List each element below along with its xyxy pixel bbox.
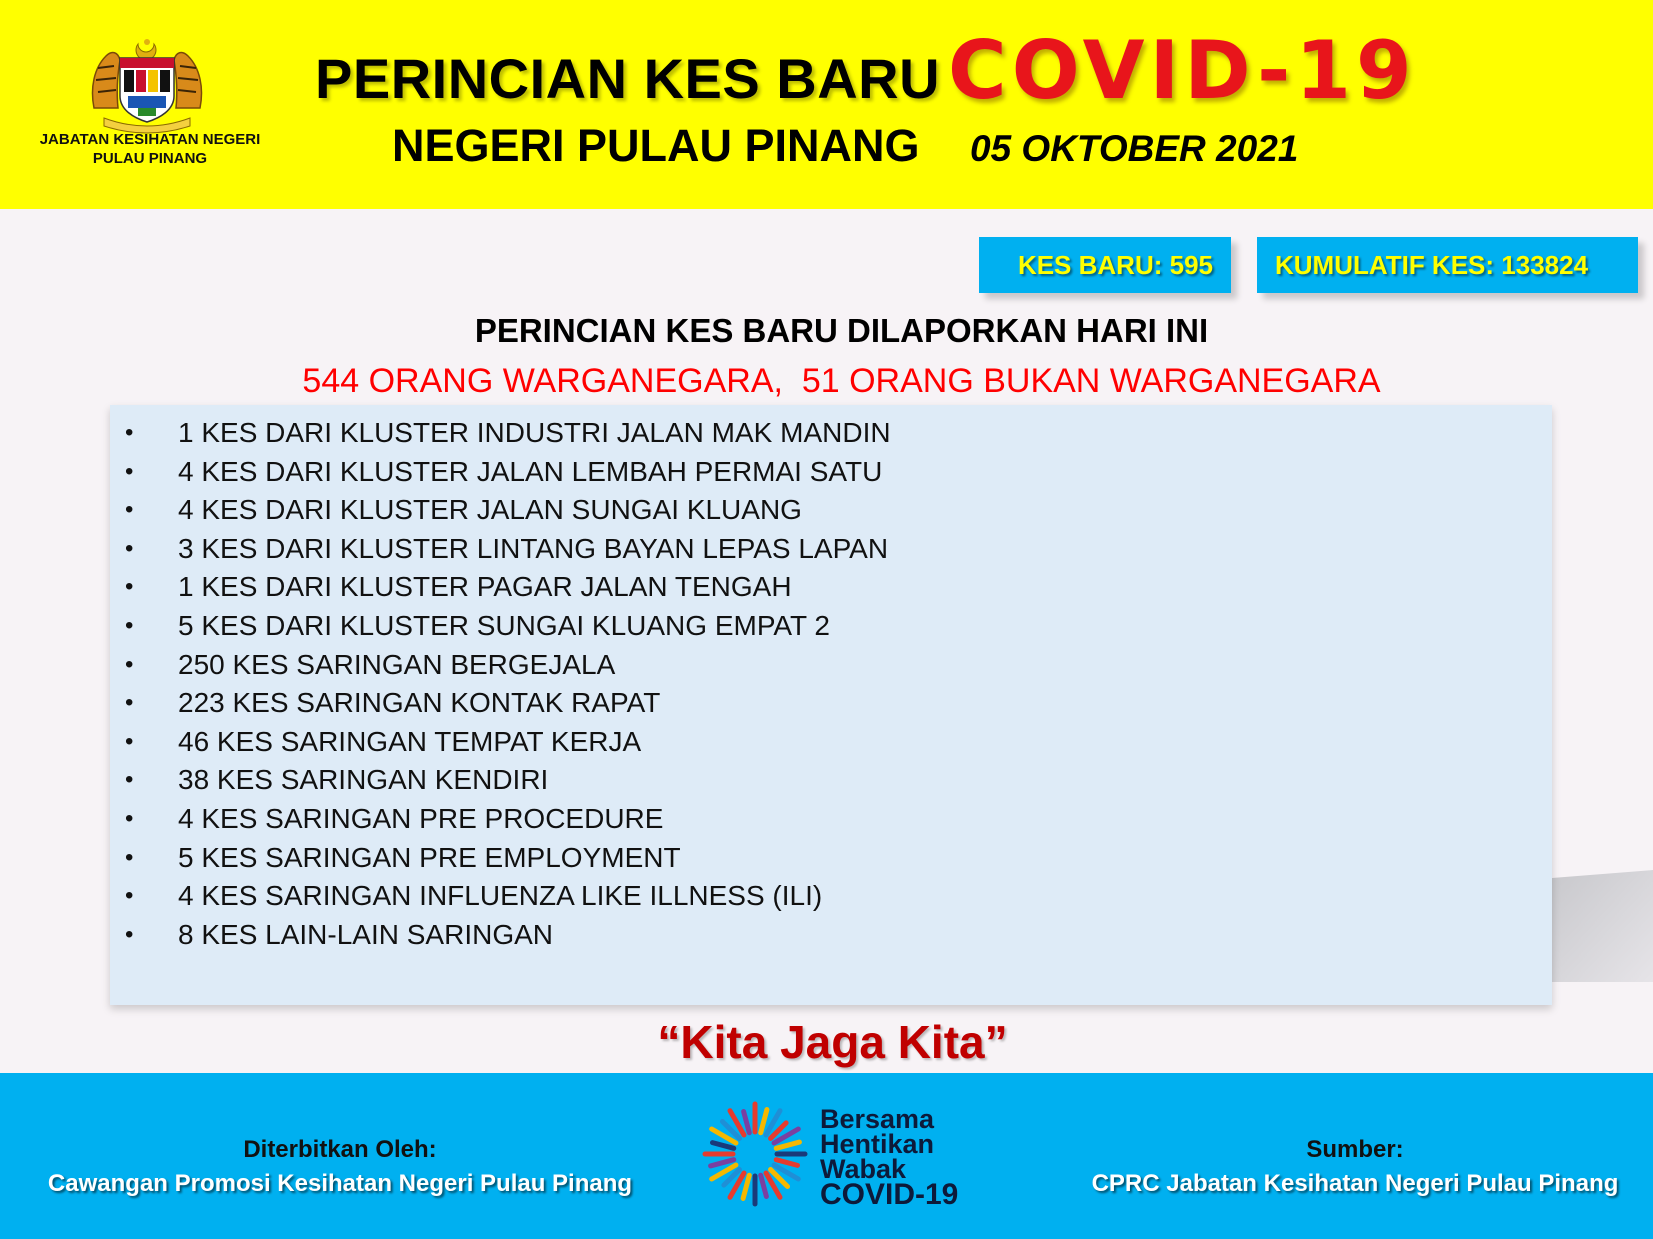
cumulative-cases-badge: KUMULATIF KES: 133824 [1257,237,1638,293]
list-item [110,839,1552,878]
case-text: 38 KES SARINGAN KENDIRI [178,764,549,796]
list-item [110,453,1552,492]
source-label: Sumber: [1306,1136,1404,1163]
list-item [110,800,1552,839]
list-item [110,491,1552,530]
sunburst-logo-icon [700,1099,810,1209]
bullet-icon: • [125,419,134,446]
list-item [110,684,1552,723]
case-list [110,405,1552,954]
panel-shadow [1552,870,1653,982]
case-text: 1 KES DARI KLUSTER PAGAR JALAN TENGAH [178,571,792,603]
slogan: “Kita Jaga Kita” [657,1016,1008,1068]
case-text: 4 KES SARINGAN PRE PROCEDURE [178,802,664,834]
campaign-logo-text [820,1104,959,1211]
case-list-panel [110,405,1552,1005]
case-text: 4 KES DARI KLUSTER JALAN LEMBAH PERMAI SATU [178,455,883,487]
new-cases-badge: KES BARU: 595 [979,237,1231,293]
list-item [110,414,1552,453]
bullet-icon: • [125,457,134,485]
list-item [110,877,1552,916]
report-date: 05 OKTOBER 2021 [970,128,1299,169]
campaign-line: Bersama [820,1104,935,1134]
state-title: NEGERI PULAU PINANG [392,120,920,171]
case-text: 5 KES DARI KLUSTER SUNGAI KLUANG EMPAT 2 [178,609,830,641]
publisher-block [40,1133,640,1201]
list-item [110,761,1552,800]
campaign-line: Hentikan [820,1129,935,1159]
case-text: 46 KES SARINGAN TEMPAT KERJA [178,725,642,757]
source-name: CPRC Jabatan Kesihatan Negeri Pulau Pinang [1091,1170,1619,1197]
bullet-icon: • [125,534,134,562]
bullet-icon: • [125,689,134,717]
case-text: 1 KES DARI KLUSTER INDUSTRI JALAN MAK MANDIN [178,417,891,448]
bullet-icon: • [125,496,134,524]
campaign-line: COVID-19 [820,1178,959,1211]
list-item [110,723,1552,762]
section-title: PERINCIAN KES BARU DILAPORKAN HARI INI [474,312,1209,349]
header-banner [0,0,1653,209]
citizenship-breakdown: 544 ORANG WARGANEGARA, 51 ORANG BUKAN WARGANEGARA [302,362,1381,400]
publisher-label: Diterbitkan Oleh: [243,1136,437,1163]
bullet-icon: • [125,650,134,678]
bullet-icon: • [125,611,134,639]
bullet-icon: • [125,882,134,910]
bullet-icon: • [125,920,134,948]
coat-of-arms-icon [88,38,206,134]
publisher-name: Cawangan Promosi Kesihatan Negeri Pulau Pinang [47,1170,633,1197]
bullet-icon: • [125,573,134,601]
source-block [1080,1133,1630,1201]
case-text: 4 KES DARI KLUSTER JALAN SUNGAI KLUANG [178,494,802,526]
list-item [110,568,1552,607]
bullet-icon: • [125,727,134,755]
case-text: 5 KES SARINGAN PRE EMPLOYMENT [178,841,681,873]
bullet-icon: • [125,804,134,832]
list-item [110,607,1552,646]
list-item [110,530,1552,569]
campaign-line: Wabak [820,1154,907,1184]
case-text: 4 KES SARINGAN INFLUENZA LIKE ILLNESS (ILI) [178,880,823,912]
department-name: JABATAN KESIHATAN NEGERI PULAU PINANG [39,131,261,167]
case-text: 223 KES SARINGAN KONTAK RAPAT [178,687,661,719]
case-text: 8 KES LAIN-LAIN SARINGAN [178,918,554,950]
bullet-icon: • [125,766,134,794]
covid-title: COVID-19 [948,24,1417,117]
case-text: 3 KES DARI KLUSTER LINTANG BAYAN LEPAS LAPAN [178,532,889,564]
footer [0,1073,1653,1239]
bullet-icon: • [125,843,134,871]
list-item [110,646,1552,685]
list-item [110,916,1552,955]
page-title: PERINCIAN KES BARU [315,47,941,110]
case-text: 250 KES SARINGAN BERGEJALA [178,648,616,680]
